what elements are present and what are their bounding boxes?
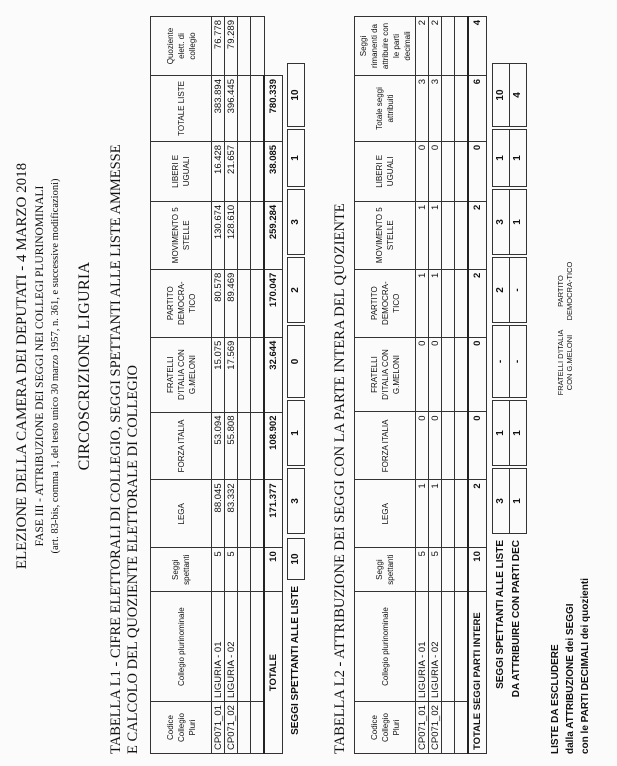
table-cell: 780.339 <box>264 76 283 142</box>
table1-seggi-cell: 1 <box>287 129 305 187</box>
table-l1 <box>150 16 283 754</box>
table2-col-leu: LIBERI E UGUALI <box>355 141 416 201</box>
table-row <box>225 17 238 754</box>
table-cell: 1 <box>429 269 442 337</box>
circoscrizione-title: CIRCOSCRIZIONE LIGURIA <box>76 261 93 471</box>
table-cell: 0 <box>429 337 442 412</box>
empty-row <box>251 17 265 754</box>
table-cell: 1 <box>416 201 429 269</box>
table-cell: 1 <box>429 201 442 269</box>
table-cell: LIGURIA - 01 <box>212 592 225 702</box>
table2-col-m5s: MOVIMENTO 5 STELLE <box>355 201 416 269</box>
table1-col-totale: TOTALE LISTE <box>151 76 212 142</box>
table1-col-forza-italia: FORZA ITALIA <box>151 412 212 480</box>
table-cell: 5 <box>212 548 225 592</box>
table-cell: 259.284 <box>264 201 283 269</box>
table-cell: 0 <box>416 141 429 201</box>
table2-col-fratelli-italia: FRATELLI D'ITALIA CON G.MELONI <box>355 337 416 412</box>
table-cell: 0 <box>429 141 442 201</box>
table-cell: 2 <box>416 17 429 76</box>
excluded-list-fratelli-italia: FRATELLI D'ITALIA CON G.MELONI <box>556 329 574 396</box>
table1-col-collegio: Collegio plurinominale <box>151 592 212 702</box>
empty-row <box>455 17 469 754</box>
table2-spettanti-cell: - <box>492 325 510 398</box>
empty-row <box>238 17 251 754</box>
table1-seggi-cell: 2 <box>287 257 305 323</box>
table-cell: 3 <box>416 76 429 142</box>
table2-spettanti-cell: 1 <box>492 129 510 187</box>
table2-col-totale-seggi: Totale seggi attribuiti <box>355 76 416 142</box>
table-row <box>429 17 442 754</box>
table1-header-row <box>151 17 212 754</box>
table2-spettanti-cell: 2 <box>492 257 510 323</box>
table2-decimali-cell: 1 <box>509 468 527 534</box>
table1-col-m5s: MOVIMENTO 5 STELLE <box>151 201 212 269</box>
table2-col-collegio: Collegio plurinominale <box>355 592 416 702</box>
table2-decimali-cell: 1 <box>509 129 527 187</box>
table1-seggi-cell: 1 <box>287 400 305 466</box>
table2-decimali-cell: 4 <box>509 63 527 127</box>
table-cell: 1 <box>429 480 442 548</box>
table-cell: 2 <box>468 480 487 548</box>
table1-seggi-cell: 0 <box>287 325 305 398</box>
table1-col-pd: PARTITO DEMOCRA-TICO <box>151 269 212 337</box>
table2-spettanti-cell: 3 <box>492 189 510 255</box>
table-cell: 0 <box>468 412 487 480</box>
table-cell: 1 <box>416 269 429 337</box>
table-row <box>212 17 225 754</box>
table2-col-forza-italia: FORZA ITALIA <box>355 412 416 480</box>
table-cell: CP071_02 <box>225 702 238 754</box>
document-subheading: FASE III - ATTRIBUZIONE DEI SEGGI NEI COLLEGI PLURINOMINALI <box>34 185 46 547</box>
table2-spettanti-label: SEGGI SPETTANTI ALLE LISTE <box>495 540 506 689</box>
table-cell: 3 <box>429 76 442 142</box>
table-cell: 0 <box>416 412 429 480</box>
table-cell: 0 <box>468 337 487 412</box>
table2-spettanti-cell: 3 <box>492 468 510 534</box>
table-cell: 10 <box>468 548 487 592</box>
table2-col-rimanenti: Seggi rimanenti da attribuire con le parti decimali <box>355 17 416 76</box>
table-l2 <box>354 16 487 754</box>
table-cell: 38.085 <box>264 141 283 201</box>
table-cell: 89.469 <box>225 269 238 337</box>
table-cell: 15.075 <box>212 337 225 412</box>
table1-col-leu: LIBERI E UGUALI <box>151 141 212 201</box>
excluded-lists-note: LISTE DA ESCLUDERE dalla ATTRIBUZIONE dei SEGGI con le PARTI DECIMALI dei quozienti <box>550 578 591 754</box>
table2-decimali-cell: 1 <box>509 400 527 466</box>
table2-col-pd: PARTITO DEMOCRA-TICO <box>355 269 416 337</box>
table-cell: 2 <box>468 201 487 269</box>
table2-total-row <box>468 17 487 754</box>
table-cell: 53.094 <box>212 412 225 480</box>
table1-seggi-label: SEGGI SPETTANTI ALLE LISTE <box>290 586 301 735</box>
table-cell: 171.377 <box>264 480 283 548</box>
empty-row <box>442 17 455 754</box>
table-cell: LIGURIA - 02 <box>225 592 238 702</box>
table1-seggi-cell: 10 <box>287 538 305 580</box>
table-cell: 80.578 <box>212 269 225 337</box>
table-cell: 0 <box>429 412 442 480</box>
table1-col-seggi: Seggi spettanti <box>151 548 212 592</box>
document-heading: ELEZIONE DELLA CAMERA DEI DEPUTATI - 4 MARZO 2018 <box>14 162 30 570</box>
table2-col-codice: Codice Collegio Pluri <box>355 702 416 754</box>
total-label: TOTALE <box>264 592 283 754</box>
table-row <box>416 17 429 754</box>
excluded-list-pd: PARTITO DEMOCRA-TICO <box>556 261 574 321</box>
table-cell: 0 <box>468 141 487 201</box>
table1-col-fratelli-italia: FRATELLI D'ITALIA CON G.MELONI <box>151 337 212 412</box>
table2-decimali-cell: 1 <box>509 189 527 255</box>
table-cell: 383.894 <box>212 76 225 142</box>
table-cell: 55.808 <box>225 412 238 480</box>
table1-seggi-cell: 10 <box>287 63 305 127</box>
total-label: TOTALE SEGGI PARTI INTERE <box>468 592 487 754</box>
table-cell: 16.428 <box>212 141 225 201</box>
table-cell: 170.047 <box>264 269 283 337</box>
table2-title: TABELLA L2 - ATTRIBUZIONE DEI SEGGI CON LA PARTE INTERA DEL QUOZIENTE <box>332 203 348 754</box>
table-cell: 32.644 <box>264 337 283 412</box>
table-cell: 88.045 <box>212 480 225 548</box>
table1-seggi-cell: 3 <box>287 468 305 534</box>
table-cell: 0 <box>416 337 429 412</box>
table2-spettanti-cell: 1 <box>492 400 510 466</box>
table-cell: 1 <box>416 480 429 548</box>
table-cell: 396.445 <box>225 76 238 142</box>
table-cell: LIGURIA - 01 <box>416 592 429 702</box>
table1-total-row <box>264 17 283 754</box>
table-cell: 21.657 <box>225 141 238 201</box>
table-cell: 10 <box>264 548 283 592</box>
table1-col-quoziente: Quoziente elett. di collegio <box>151 17 212 76</box>
table-cell: CP071_02 <box>429 702 442 754</box>
table-cell: 108.902 <box>264 412 283 480</box>
table-cell: 83.332 <box>225 480 238 548</box>
table1-seggi-cell: 3 <box>287 189 305 255</box>
table-cell: 6 <box>468 76 487 142</box>
table-cell: CP071_01 <box>212 702 225 754</box>
table-cell: 4 <box>468 17 487 76</box>
table-cell: CP071_01 <box>416 702 429 754</box>
table-cell: 5 <box>416 548 429 592</box>
table-cell: LIGURIA - 02 <box>429 592 442 702</box>
table2-decimali-cell: - <box>509 257 527 323</box>
table2-col-lega: LEGA <box>355 480 416 548</box>
table-cell: 2 <box>468 269 487 337</box>
table-cell: 128.610 <box>225 201 238 269</box>
table-cell: 2 <box>429 17 442 76</box>
table-cell: 5 <box>225 548 238 592</box>
table-cell: 76.778 <box>212 17 225 76</box>
table-cell: 130.674 <box>212 201 225 269</box>
legal-reference: (art. 83-bis, comma 1, del testo unico 30 marzo 1957, n. 361, e successive modificazioni) <box>50 178 61 554</box>
table1-col-codice: Codice Collegio Pluri <box>151 702 212 754</box>
table-cell: 17.569 <box>225 337 238 412</box>
table1-title: TABELLA L1 - CIFRE ELETTORALI DI COLLEGIO, SEGGI SPETTANTI ALLE LISTE AMMESSE E CALCOLO DEL QUOZIENTE ELETTORALE DI COLLEGIO <box>108 144 141 754</box>
table-cell: 5 <box>429 548 442 592</box>
table2-spettanti-cell: 10 <box>492 63 510 127</box>
table1-col-lega: LEGA <box>151 480 212 548</box>
table2-decimali-cell: - <box>509 325 527 398</box>
table-cell: 79.289 <box>225 17 238 76</box>
table2-header-row <box>355 17 416 754</box>
table2-col-seggi: Seggi spettanti <box>355 548 416 592</box>
table2-decimali-label: DA ATTRIBUIRE CON PARTI DEC <box>511 540 522 698</box>
